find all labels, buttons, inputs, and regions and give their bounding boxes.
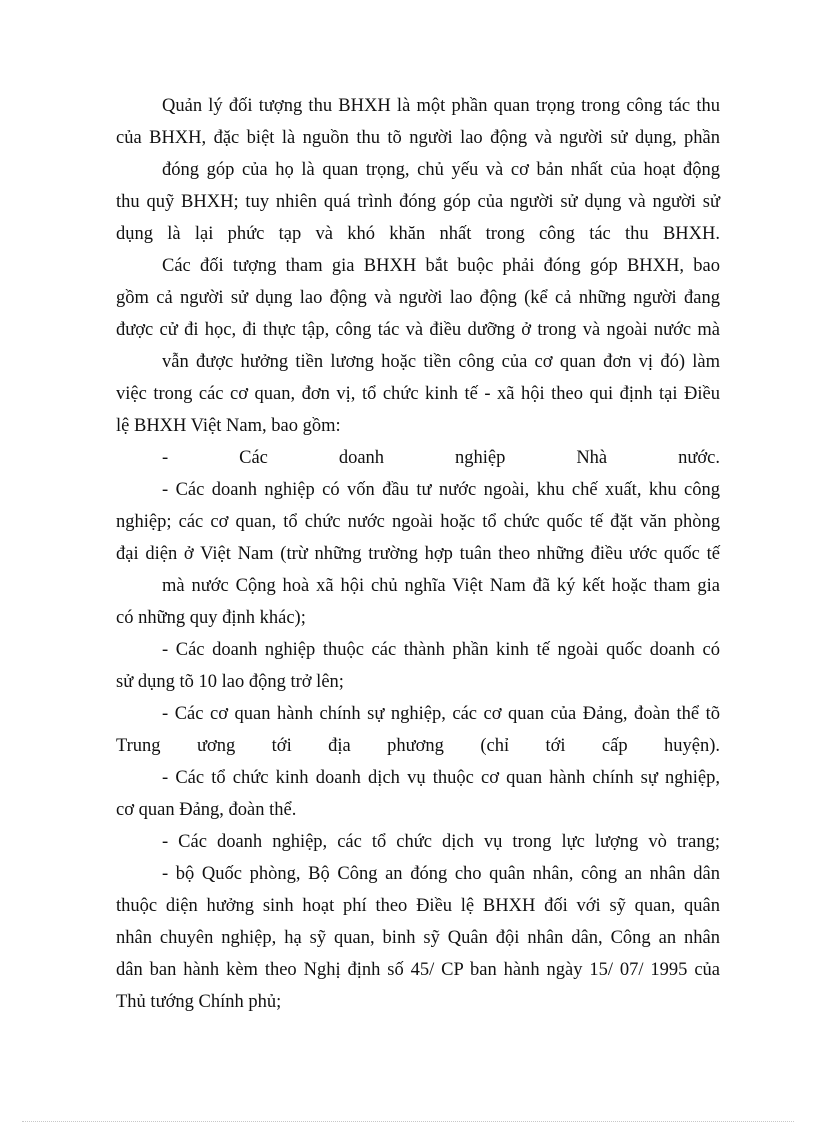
text-line: nghiệp; các cơ quan, tổ chức nước ngoài hoặc tổ chức quốc tế đặt văn phòng [116,512,720,532]
text-line: sử dụng tõ 10 lao động trở lên; [116,672,344,692]
text-line: gồm cả người sử dụng lao động và người lao động (kể cả những người đang [116,288,720,308]
text-line: - Các doanh nghiệp Nhà nước. [162,448,720,468]
text-line: của BHXH, đặc biệt là nguồn thu tõ người lao động và người sử dụng, phần [116,128,720,148]
text-line: dân ban hành kèm theo Nghị định số 45/ CP ban hành ngày 15/ 07/ 1995 của [116,960,720,980]
text-line: đóng góp của họ là quan trọng, chủ yếu và cơ bản nhất của hoạt động [162,160,720,180]
text-line: nhân chuyên nghiệp, hạ sỹ quan, binh sỹ Quân đội nhân dân, Công an nhân [116,928,720,948]
text-line: được cử đi học, đi thực tập, công tác và điều dưỡng ở trong và ngoài nước mà [116,320,720,340]
text-line: Các đối tượng tham gia BHXH bắt buộc phải đóng góp BHXH, bao [162,256,720,276]
text-line: thu quỹ BHXH; tuy nhiên quá trình đóng góp của người sử dụng và người sử [116,192,720,212]
text-line: - bộ Quốc phòng, Bộ Công an đóng cho quân nhân, công an nhân dân [162,864,720,884]
text-line: vẫn được hưởng tiền lương hoặc tiền công của cơ quan đơn vị đó) làm [162,352,720,372]
text-line: có những quy định khác); [116,608,306,628]
text-line: Trung ương tới địa phương (chỉ tới cấp huyện). [116,736,720,756]
text-line: - Các doanh nghiệp thuộc các thành phần kinh tế ngoài quốc doanh có [162,640,720,660]
text-line: Quản lý đối tượng thu BHXH là một phần quan trọng trong công tác thu [162,96,720,116]
text-line: cơ quan Đảng, đoàn thể. [116,800,297,820]
page-bottom-divider [22,1121,794,1122]
text-line: - Các tổ chức kinh doanh dịch vụ thuộc cơ quan hành chính sự nghiệp, [162,768,720,788]
text-line: việc trong các cơ quan, đơn vị, tổ chức kinh tế - xã hội theo qui định tại Điều [116,384,720,404]
text-line: dụng là lại phức tạp và khó khăn nhất trong công tác thu BHXH. [116,224,720,244]
text-line: - Các doanh nghiệp, các tổ chức dịch vụ trong lực lượng vò trang; [162,832,720,852]
text-line: đại diện ở Việt Nam (trừ những trường hợp tuân theo những điều ước quốc tế [116,544,720,564]
text-line: lệ BHXH Việt Nam, bao gồm: [116,416,341,436]
text-line: thuộc diện hưởng sinh hoạt phí theo Điều lệ BHXH đối với sỹ quan, quân [116,896,720,916]
text-line: mà nước Cộng hoà xã hội chủ nghĩa Việt Nam đã ký kết hoặc tham gia [162,576,720,596]
text-line: - Các cơ quan hành chính sự nghiệp, các cơ quan của Đảng, đoàn thể tõ [162,704,720,724]
text-line: Thủ tướng Chính phủ; [116,992,282,1012]
text-line: - Các doanh nghiệp có vốn đầu tư nước ngoài, khu chế xuất, khu công [162,480,720,500]
